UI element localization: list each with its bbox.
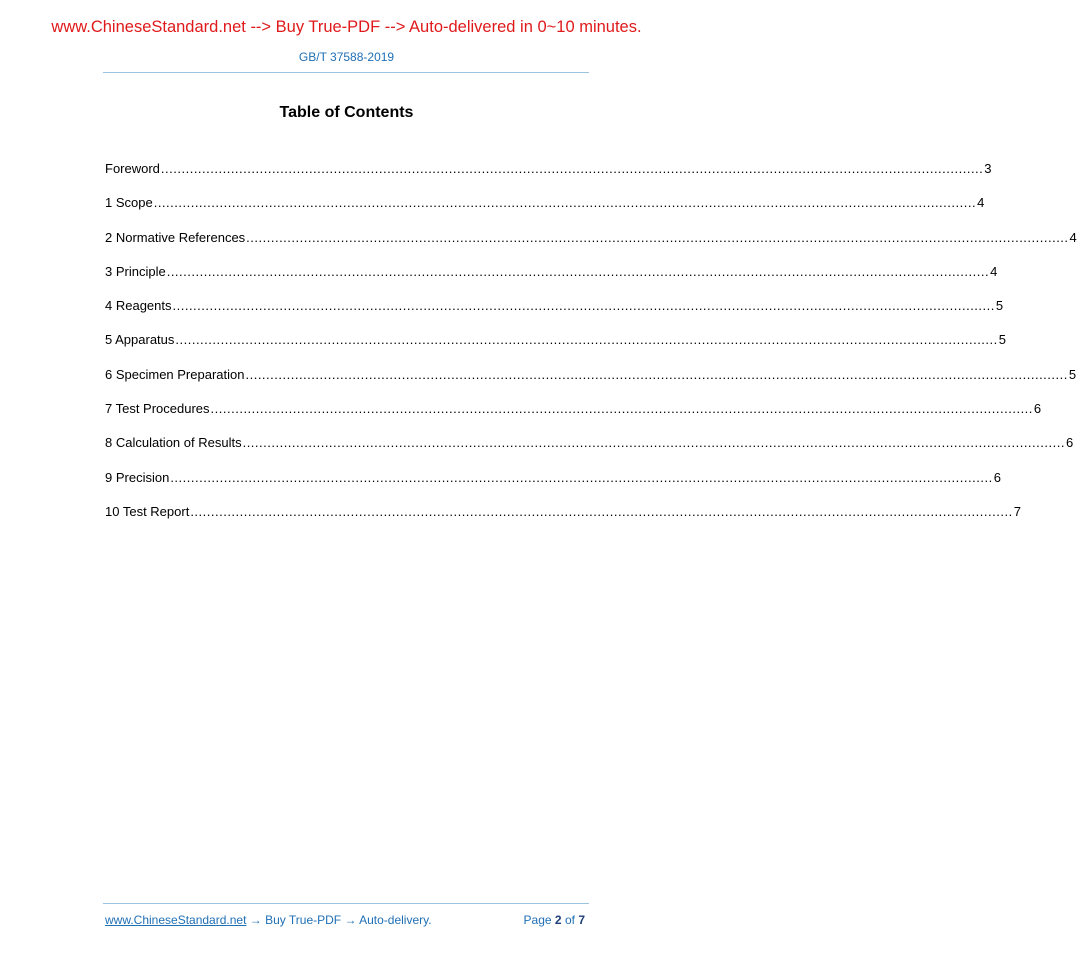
- footer-divider: [103, 903, 589, 904]
- toc-entry-page: 5: [1068, 366, 1077, 382]
- toc-entry-principle[interactable]: [105, 263, 998, 298]
- toc-leader-dots: ........................................................................................................................................................................................................: [153, 195, 977, 211]
- toc-entry-label: 2 Normative References: [105, 229, 246, 245]
- toc-entry-label: 3 Principle: [105, 263, 166, 279]
- footer-promo: [105, 913, 432, 927]
- toc-entry-label: 6 Specimen Preparation: [105, 366, 245, 382]
- toc-entry-page: 6: [1065, 435, 1074, 451]
- toc-entry-test-procedures[interactable]: [105, 401, 1042, 435]
- toc-entry-label: 1 Scope: [105, 195, 153, 211]
- toc-entry-label: Foreword: [105, 161, 160, 176]
- page-label: Page: [523, 913, 552, 927]
- toc-entry-label: 8 Calculation of Results: [105, 435, 242, 451]
- toc-entry-calculation-of-results[interactable]: [105, 435, 1074, 469]
- toc-entry-test-report[interactable]: [105, 503, 1021, 538]
- toc-leader-dots: ........................................................................................................................................................................................................: [210, 401, 1033, 417]
- toc-entry-scope[interactable]: [105, 195, 985, 229]
- footer-site-link[interactable]: www.ChineseStandard.net: [105, 913, 247, 927]
- table-of-contents: [105, 161, 1077, 538]
- toc-entry-apparatus[interactable]: [105, 332, 1006, 366]
- toc-leader-dots: ........................................................................................................................................................................................................: [170, 469, 993, 485]
- toc-entry-precision[interactable]: [105, 469, 1001, 504]
- toc-entry-label: 5 Apparatus: [105, 332, 175, 348]
- page-indicator: [524, 913, 585, 927]
- toc-entry-specimen-preparation[interactable]: [105, 366, 1077, 401]
- toc-entry-reagents[interactable]: [105, 298, 1004, 332]
- toc-entry-page: 3: [984, 161, 992, 176]
- toc-entry-page: 4: [977, 195, 985, 211]
- toc-leader-dots: ........................................................................................................................................................................................................: [175, 332, 998, 348]
- toc-entry-page: 6: [1033, 401, 1042, 417]
- toc-entry-label: 4 Reagents: [105, 298, 172, 314]
- toc-entry-foreword[interactable]: [105, 161, 992, 195]
- toc-title: Table of Contents: [279, 104, 414, 121]
- standard-code-header: GB/T 37588-2019: [298, 50, 395, 64]
- toc-leader-dots: ........................................................................................................................................................................................................: [246, 229, 1069, 245]
- toc-entry-label: 7 Test Procedures: [105, 401, 210, 417]
- toc-leader-dots: ........................................................................................................................................................................................................: [166, 263, 990, 279]
- toc-entry-page: 5: [995, 298, 1004, 314]
- page-of-label: of: [564, 913, 575, 927]
- toc-leader-dots: ........................................................................................................................................................................................................: [245, 366, 1068, 382]
- toc-leader-dots: ........................................................................................................................................................................................................: [242, 435, 1065, 451]
- toc-leader-dots: ........................................................................................................................................................................................................: [160, 161, 984, 176]
- page-current: 2: [554, 913, 562, 927]
- toc-leader-dots: ........................................................................................................................................................................................................: [190, 503, 1013, 519]
- toc-entry-page: 4: [1069, 229, 1077, 245]
- toc-entry-page: 7: [1013, 503, 1021, 519]
- toc-entry-page: 4: [990, 263, 998, 279]
- toc-entry-page: 6: [993, 469, 1001, 485]
- toc-entry-normative-references[interactable]: [105, 229, 1077, 264]
- header-divider: [103, 72, 589, 73]
- toc-entry-label: 9 Precision: [105, 469, 170, 485]
- page-total: 7: [578, 913, 585, 927]
- promo-banner: www.ChineseStandard.net --> Buy True-PDF --> Auto-delivered in 0~10 minutes.: [51, 18, 642, 36]
- footer-tagline: → Buy True-PDF → Auto-delivery.: [246, 913, 432, 927]
- toc-entry-page: 5: [998, 332, 1006, 348]
- toc-entry-label: 10 Test Report: [105, 503, 190, 519]
- toc-leader-dots: ........................................................................................................................................................................................................: [172, 298, 995, 314]
